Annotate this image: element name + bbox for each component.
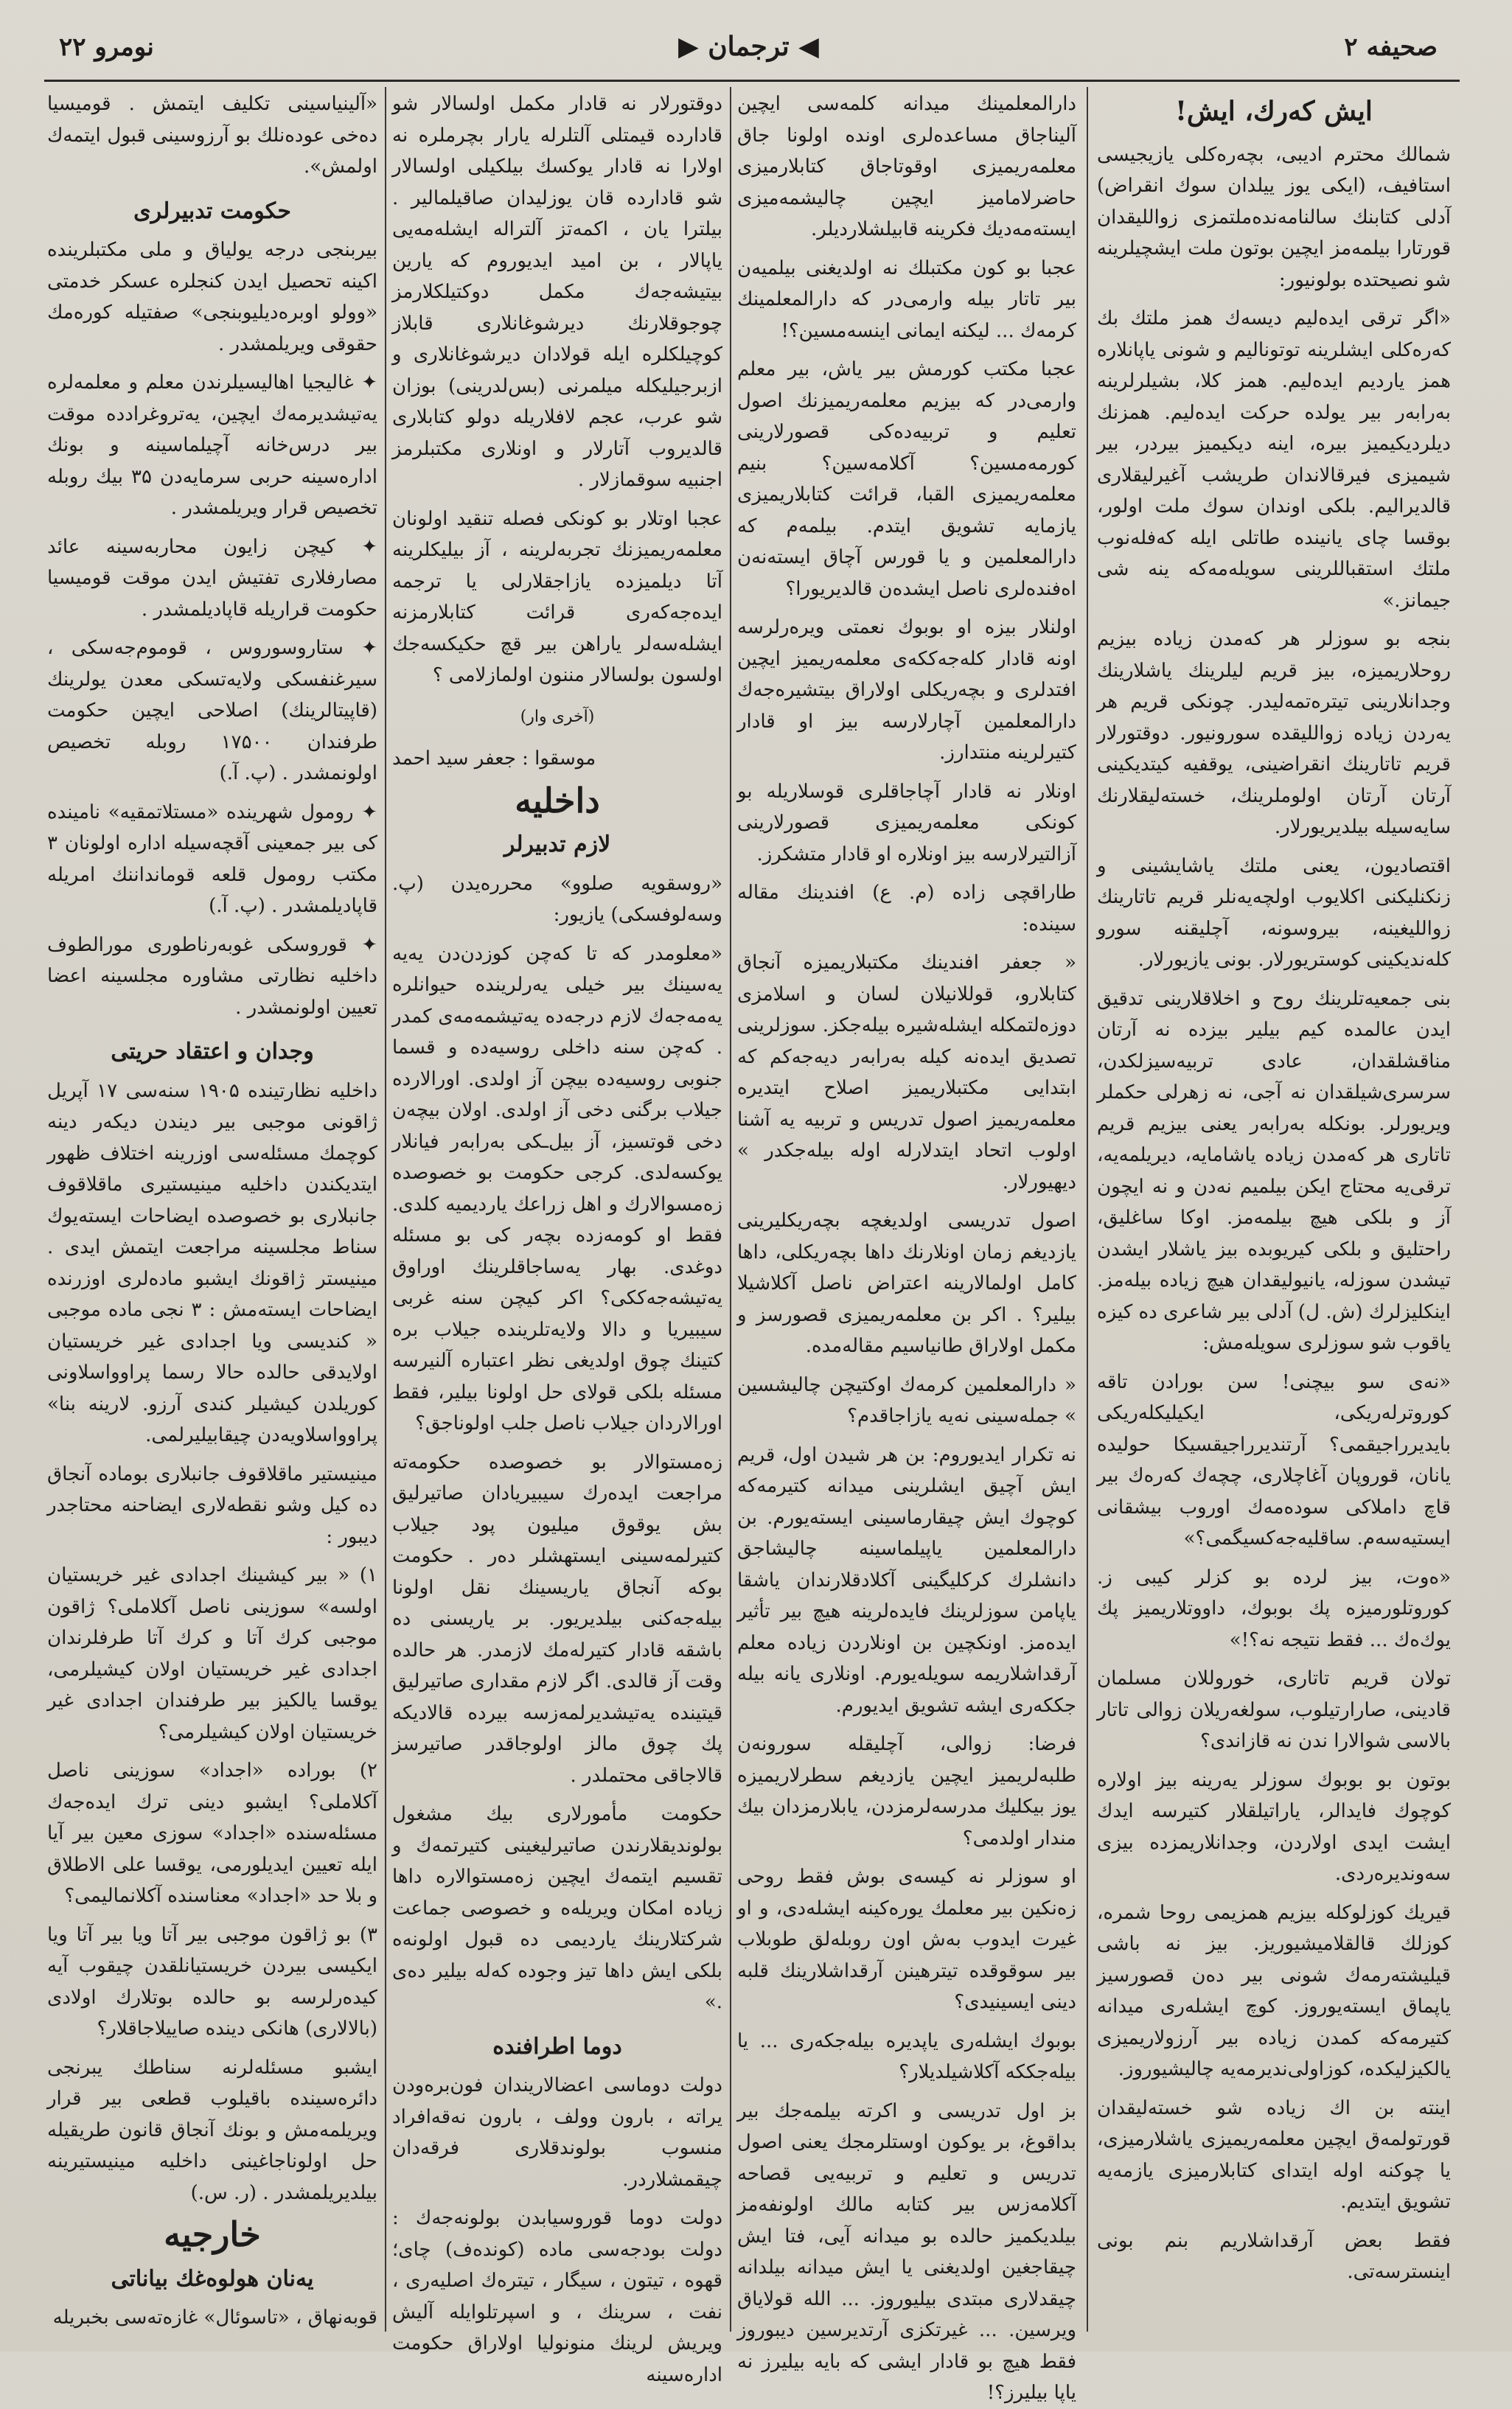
newspaper-title <box>678 31 819 62</box>
paragraph: فرضا: زوالی، آچلیقله سورونه‌ن طلبه‌لریمیز ایچین یازدیغم سطرلاریمیزه یوز بیكلیك مدرسه‌لرمزدن، یابلارمزدان بیك مندار اولدمی؟ <box>737 1733 1076 1850</box>
paragraph: او سوزلر نه كیسه‌ی بوش فقط روحی زه‌نكین بیر معلمك یوره‌كینه ایشله‌دی، و او غیرت ایدوب به‌ش اون روبله‌لق طوبلاب بیر سوقوقده تیترهینن آرقداشلارینك قلبه دینی ایسینیدی؟ <box>737 1866 1076 2013</box>
paragraph: «نه‌ی سو بیچنی! سن بورادن تاقه كوروترله‌ریكی، ایكیلیكله‌ریكی بایدیرراجیقمی؟ آرتندیرراجیقسیكا حولیده یانان، قوروپان آغاچلاری، چچه‌ك كه‌ره‌ك بیر قاچ داملاكی سوده‌مه‌ك اوروب بیشقانی ایستیه‌سه‌م. ساقلیه‌جه‌كسیگمی؟» <box>1097 1370 1451 1549</box>
paragraph: عجبا مكتب كورمش بیر یاش، بیر معلم وارمی‌در كه بیزیم معلمه‌ریمیزنك اصول تعلیم و تربیه‌ده‌كی قصورلارینی كورمه‌مسین؟ آكلامه‌سین؟ بنیم معلمه‌ریمیزی القبا، قرائت كتابلاریمیزی یازمایه تشویق ایتدم. بیلمه‌م كه دارالمعلمین و یا قورس آچاق ایسته‌نه‌ن اه‌فنده‌لری ناصل ایشده‌ن قالدیریورا؟ <box>737 358 1076 600</box>
paragraph: شمالك محترم ادیبی، بچه‌ره‌كلی یازیجیسی استافیف، (ایكی یوز ییلدان سوك انقراض) آدلی كتابنك سالنامه‌نده‌ملتمزی زواللیقدان قورتارا بیلمه‌مز ایچین بوتون ملت ایشچیلرینه شو نصیحتده بولونیور: <box>1097 143 1451 291</box>
paragraph: تولان قریم تاتاری، خوروللان مسلمان قادینی، صارارتیلوب، سولغه‌ریلان زوالی تاتار بالاسی شوالارا ندن نه قازاندی؟ <box>1097 1667 1451 1752</box>
paragraph: اونلار نه قادار آچاجاقلری قوسلاریله بو كونكی معلمه‌ریمیزی قصورلارینی آزالتیرلارسه بیز اونلاره او قادار متشكرز. <box>737 780 1076 865</box>
section-title-foreign: خارجیه <box>164 2214 261 2254</box>
subhead-necessary-measures: لازم تدبیرلر <box>504 832 611 857</box>
paragraph: قوبه‌نهاق ، «تاسوئال» غازه‌ته‌سی بخبریله <box>52 2307 377 2329</box>
subhead-freedom-of-conscience: وجدان و اعتقاد حریتی <box>111 1039 314 1064</box>
paragraph: طاراقچی زاده (م. ع) افندینك مقاله سینده: <box>737 882 1076 935</box>
paragraph: دارالمعلمینك میدانه كلمه‌سی ایچین آلیناجاق مساعده‌لری اونده اولونا جاق معلمه‌ریمیزی اوقوتاجاق كتابلارمیزی حاضرلامامیز ایچین چالیشمه‌میزی ایسته‌مه‌دیك فكرینه قابیلشلاردیلر. <box>737 93 1076 240</box>
author-signature: موسقوا : جعفر سید احمد <box>392 747 596 770</box>
paragraph: بوبوك ایشله‌ری یاپدیره بیله‌جكه‌ری ... یا بیله‌جككه آكلاشیلدیلار؟ <box>737 2029 1076 2083</box>
paragraph: دولت دوماسی اعضالاریندان فون‌بره‌ودن یراته ، بارون وولف ، بارون نه‌قه‌افراد منسوب بولوندقلاری فرقه‌دان چیقمشلاردر. <box>392 2074 722 2191</box>
newspaper-title-text: ترجمان <box>708 31 790 62</box>
column-divider <box>730 87 731 2332</box>
continued-note: (آخری وار) <box>520 707 595 726</box>
header-rule <box>44 80 1460 82</box>
paragraph: «آلینیاسینی تكلیف ایتمش . قومیسیا ده‌خی عو‌ده‌نلك بو آرزوسینی قبول ایتمه‌ك اولمش». <box>47 93 377 178</box>
article-headline: ایش كه‌رك، ایش! <box>1175 96 1373 127</box>
paragraph: « جعفر افندینك مكتبلاریمیزه آنجاق كتابلارو، قوللانیلان لسان و اسلامزی دوزه‌لتمكله ایشله‌شیره بیله‌جكز. سوزلرینی تصدیق ایده‌نه كیله به‌رابه‌ر دیه‌جه‌كم كه ابتدایی مكتبلاریمیز اصلاح ایتدیره معلمه‌ریمیز اصول تدریس و تربیه‌ یه آشنا اولوب اتحاد ایتدلارله اوله بیله‌جكدر » دیهیورلار. <box>737 952 1076 1193</box>
paragraph: «اگر ترقی ایده‌لیم دیسه‌ك همز ملتك بك كه‌ره‌كلی ایشلرینه توتونالیم و شونی یاپانلاره همز یاردیم ایده‌لیم. همز كلا، بشیلرلرینه به‌رابه‌ر بیر یولده حرکت ایده‌لیم. همزنك دیلردیكیمیز بیره، اینه دیكیمیز بیردر، بیر شیمیزی فیرقالاندان طریشب آغیرلیقلاری قالدیرالیم. بلكی اوندان سوك ملت اولور، بوقسا چای یانینده طاتلی ایله كه‌فله‌نوب ملتك استقباللرینی سویله‌مه‌كه ینه شی جیمانز.» <box>1097 307 1451 612</box>
paragraph: مینیستیر ماقلاقوف جانبلاری بوماده آنجاق ده كیل وشو نقطه‌لاری ایضاحنه محتاجدر دیبور : <box>47 1463 377 1548</box>
column-divider <box>1087 87 1088 2332</box>
paragraph: قیریك كوزلوكله بیزیم همزیمی روحا شمره، كوزلك قالقلامیشیوریز. بیز نه باشی قیلیشته‌رمه‌ك شونی بیر ده‌ن قصورسیز یاپماق ایسته‌یوروز. كوچ ایشله‌ری میدانه كتیرمه‌كه كمدن زیاده بیر آرزولاریمیزی یالكیزلیكده، كوز‌اولی‌ندیرمه‌یه چالیشیوروز. <box>1097 1901 1451 2080</box>
paragraph: اصول تدریسی اولدیغچه بچه‌ریكلیرینی یازدیغم زمان اونلارنك داها بچه‌ریكلی، داها كامل اولمالارینه اعتراض ناصل آكلاشیلا بیلیر؟ . اكر بن معلمه‌ریمیزی قصورسز و مكمل اولاراق طانیاسیم مقاله‌مده. <box>737 1210 1076 1357</box>
paragraph: اولنلار بیزه او بوبوك نعمتی ویره‌رلرسه اونه قادار كله‌جه‌ككه‌ی معلمه‌ریمیز ایچین افتدلری و بچه‌ریكلی اولاراق بیتشیره‌جه‌ك دارالمعلمین آچارلارسه بیز او قادار كتیرلرینه منتدارز. <box>737 616 1076 764</box>
paragraph: داخلیه نظارتینده ۱۹۰۵ سنه‌سی ۱۷ آپریل ژاقونی موجبی بیر دیندن دیكه‌ر دینه كوچمك مسئله‌سی اوزرینه اختلاف ظهور ایتدیكندن داخلیه مینیستیری ماقلاقوف جانبلاری بو خصوصده ایضاحات ایسته‌یوك سناط مجلسینه مراجعت ایتمش ایدی . مینیستر ژاقونك ایشبو ماده‌لری اوزرنده ایضاحات ایسته‌مش : ۳ نجی ماده موجبی « كندیسی ویا اجدادی غیر خریستیان اولایدقی حالده حالا رسما پراوواسلاونی كوریلدن كیشیلر كندی آرزو. لارینه بنا» پراوواسلاویه‌دن چیقابیلیرلمی. <box>47 1079 378 1446</box>
paragraph: فقط بعض آرقداشلاریم بنم بونی اینسترسه‌تی. <box>1097 2229 1451 2283</box>
paragraph: اینته بن اك زیاده شو خسته‌لیقدان قورتولمه‌ق ایچین معلمه‌ریمیزی یاشلارمیزی، یا چوكنه اوله ایتدای كتابلارمیزی یازمه‌یه تشویق ایتدیم. <box>1097 2096 1451 2213</box>
paragraph: ۱) « بیر كیشینك اجدادی غیر خریستیان اولسه» سوزینی ناصل آكلاملی؟ ژاقون موجبی كرك آتا و كرك آتا طرفلرندان اجدادی غیر خریستیان اولان كیشیلرمی، یوقسا یالكیز بیر طرفندان اجدادی غیر خریستیان اولان كیشیلرمی؟ <box>47 1564 377 1743</box>
page-number: صحیفه ۲ <box>1344 32 1438 62</box>
column-4 <box>47 88 377 2329</box>
paragraph: بیربنجی درجه یولیاق و ملی مكتبلرینده اكینه تحصیل ایدن كنجلره عسكر خدمتی «وولو اوبره‌دیلیوبنجی» صفتیله كوره‌مك حقوقی ویریلمشدر . <box>47 239 377 355</box>
paragraph: ۲) بورا‌ده «اجداد» سوزینی ناصل آكلاملی؟ ایشبو دینی ترك ایده‌جه‌ك مسئله‌سنده «اجداد» سوزی معین بیر آیا ایله تعیین ایدیلورمی، یوقسا على الاطلاق و بلا حد «اجداد» معناسنده آكلانمالیمی؟ <box>47 1760 377 1907</box>
subhead-duma: دوما اطرافنده <box>492 2033 622 2060</box>
paragraph: حكومت مأمورلاری بیك مشغول بولوندیقلارندن صاتیرلیغینی كتیرتمه‌ك و تقسیم ایتمه‌ك ایچین زه‌مستوالاره داها زیاده امكان ویریله‌ه و خصوصی جماعت شركتلارینك یاردیمی ده قبول اولونه‌ه بلكی ایش داها تیز وجوده كه‌له بیلیر ده‌ی .» <box>392 1803 722 2013</box>
paragraph: ✦ قوروسكی غوبه‌رناطوری مورالطوف داخلیه نظارتی مشاوره مجلسینه اعضا تعیین اولونمشدر . <box>47 933 377 1019</box>
paragraph: بوتون بو بوبوك سوزلر یه‌رینه بیز اولاره كوچوك فایدالر، یاراتیلقلار كتیرسه ایدك ایشت ایدی اولاردن، وجدانلاریمزده بیزی سه‌وندیره‌ردی. <box>1097 1768 1451 1885</box>
paragraph: ✦ ستاروسوروس ، قوموم‌جه‌سكی ، سیرغنفسكی ولایه‌تسكی معدن یولرینك (قاپیتالرینك) اصلاحی ایچین حكومت طرفندان ۱۷۵۰۰ روبله تخصیص اولونمشدر . (پ. آ.) <box>47 637 377 784</box>
paragraph: «روسقویه صلوو» محرره‌یدن (پ. وسه‌لوفسكی) یازیور: <box>392 872 722 926</box>
column-divider <box>385 87 386 2332</box>
paragraph: عجبا بو كون مكتبلك نه اولدیغنی بیلمیه‌ن بیر تاتار بیله وارمی‌در كه دارالمعلمینك كرمه‌ك ... لیكنه ایمانی اینسه‌مسین؟! <box>737 257 1076 342</box>
paragraph: ✦ كیچن زایون محاربه‌سینه عائد مصارفلاری تفتیش ایدن موقت قومیسیا حكومت قراریله قاپادیلمشدر . <box>47 535 377 621</box>
paragraph: بز اول تدریسی و اكرته بیلمه‌جك بیر بداقوغ، بر یوكون اوستلرمجك یعنی اصول تدریس و تعلیم و تربیه‌یی قصاحه آكلامه‌زس بیر كتابه مالك اولونفه‌مز بیلدیكمیز حالده بو میدانه آیی، فتا ایش چیقاجغین اولدیغنی یا ایش میدانه بیلدانه چیقدلاری مبتدی بیلیوروز. ... الله قولایاق ویرسین. ... غیرتكزی آرتدیرسین دیبوروز فقط هیچ بو قادار ایشی كه بایه بیلیرز نه یاپا بیلیرز؟! <box>737 2099 1076 2404</box>
paragraph: «معلومدر كه تا كه‌چن كوزدن‌دن یه‌یه یه‌سینك بیر خیلی یه‌رلرینده حیوانلره یه‌مه‌جه‌ك لازم درجه‌ده یه‌تیشمه‌مه‌ی كمدر . كه‌چن سنه داخلی روسیه‌ده و قسما جنوبی روسیه‌ده بیچن آز اولدی. اورالارده جیلاب برگنی دخی آز اولدی. اولان بیچه‌ن دخی قوتسیز، آز بیل‌ـكی به‌رابه‌ر فیانلار یوكسه‌لدی. كرجی حكومت بو خصوصده زه‌مسوالارك و اهل زراعك یاردیمیه كلدی. فقط او كومه‌زده بچه‌ر كی بو مسئله دوغدی. بهار یه‌ساجاقلرینك اوراوق یه‌تیشه‌جه‌ككی؟ اكر كیچن سنه غربی سیبیریا و دالا ولایه‌تلرینده جیلاب بره كتینك چوق اولدیغی نظر اعتباره آلنیرسه مسئله بلكی قولای حل اولونا بیلیر، فقط اورالاردان جیلاب ناصل جلب اولوناجق؟ <box>392 942 722 1434</box>
ornament-icon: ◀ <box>798 31 819 62</box>
paragraph: بنی جمعیه‌تلرینك روح و اخلاقلارینی تدقیق ایدن عالمده كیم بیلیر بیزده نه آرتان مناقشلقدان، عادی تربیه‌سیزلكدن، سرسری‌شیلقدان نه آجی، نه زهرلی حكملر ویریورلر. بونكله به‌رابه‌ر یعنی بیزیم قریم تاتاری هر كه‌مدن زیاده یاشامایه، دیریلمه‌یه، ترقی‌یه محتاج ایكن بیلمیم نه‌دن و نه ایچون آز و بلكی هیچ بیلمه‌مز. اوكا ساغلیق، راحتلیق و بلكی كیریوبده بیز یاشلار ایشدن تیشدن سوزله، یانیولیقدان هیچ زیاده بیله‌مز. اینكلیزلرك (ش. ل) آدلی بیر شاعری ده كیزه یاقوب شو سوزلری سویله‌مش: <box>1097 987 1451 1354</box>
paragraph: نه تكرار ایدیوروم: بن هر شیدن اول، قریم ایش آچیق ایشلرینی میدانه كتیرمه‌كه كوچوك ایش چیقارماسینی ایسته‌یورم. بن دارالمعلمین یاپیلماسینه چالیشاجق دانشلرك كركلیگینی آكلادقلارندان یاشقا یاپامن سوزلرینك فایده‌لرینه هیچ بیر تأثیر ایده‌مز. اونكچین بن اونلاردن زیاده معلم آرقداشلاریمه سویله‌یورم. اونلاری یانه بیله جككه‌ری ایشه تشویق ایدیورم. <box>737 1443 1076 1717</box>
paragraph: دوقتورلار نه قادار مكمل اولسالار شو قادارده قیمتلی آلتلرله یارار بچرملره نه اولارا نه قادار یوكسك بیلكیلی اولسالار شو قادارده قان یوزلیدان صاقیلمالیر . بیلترا یان ، اكمه‌تز آلتراله ایشله‌مه‌یی یاپالار ، بن امید ایدیوروم كه یارین بیتیشه‌جه‌ك مكمل دوكتیلكلارمز چوجوقلارنك دیرشوغانلاری قابلاز كوچیلكلره ایله قولادان دیرشوغانلاری و ازبرجیلیكله میلمرنی (بس‌لدرینی) بوزان شو عرب، عجم لافلاریله دولو كتابلاری قالدیروب آتارلار و اونلاری مكتبلرمز اجنبیه سوقمازلار . <box>392 93 722 491</box>
subhead-statement: یه‌نان هولوه‌غك بیاناتی <box>111 2265 314 2292</box>
issue-number: نومرو ۲۲ <box>59 32 154 62</box>
paragraph: بنجه بو سوزلر هر كه‌مدن زیاده بیزیم روحلاریمیزه، بیز قریم لیلرینك یاشلارینك وجدانلارینی تیتره‌تمه‌لیدر. چونكی قریم هر یه‌ردن زیاده زواللیقده سورونیور. دوقتورلار قریم تاتارینك انقراضینی، یوقفیه كیتدیكینی آرتان آرتان اولوملرینك، خسته‌لیقلارنك سایه‌سیله بیلدیریورلار. <box>1097 628 1451 838</box>
paragraph: ✦ رومول شهرینده «مستلاتمقیه» نامینده كی بیر جمعینی آقچه‌سیله اداره اولونان ۳ مكتب رومول قلعه قومانداننك امریله قاپادیلمشدر . (پ. آ.) <box>47 801 377 917</box>
paragraph: ایشبو مسئله‌لرنه سناطك یبرنجی دائره‌سینده باقیلوب قطعی بیر قرار ویریلمه‌مش و بونك آنجاق قانون طریقیله حل اولوناجاغینی داخلیه مینیستیرینه بیلدیریلمشدر . (ر. س.) <box>47 2056 377 2204</box>
masthead <box>44 22 1460 74</box>
paragraph: زه‌مستوالار بو خصوصده حكومه‌ته مراجعت ایده‌رك سیبیریادان صاتیرلیق بش یوقوق میلیون پود جیلاب كتیرلمه‌سینی ایستهشلر ده‌ر . حكومت بوكه آنجاق یاریسینك نقل اولونا بیله‌جه‌كنی بیلدیریور. بر یاریسنی ده باشقه قادار كتیرله‌مك لازمدر. هر حالده وقت آز قالدی. اگر لازم مقداری صاتیرلیق قیتینده یه‌تیشدیرلمه‌زسه بیرده قالادیكه پك چوق مالز اولوجاقدر صاتیرسز قالاجاقی محتملدر . <box>392 1451 722 1787</box>
paragraph: ۳) بو ژاقون موجبی بیر آتا ویا بیر آتا ویا ایكیسی بیردن خریستیانلقدن چیقوب آیه كیده‌رلرسه بو حالده بوتلارك اولادی (بالالاری) هانكی دینده صاییلاجاقلار؟ <box>47 1923 377 2040</box>
section-title-domestic: داخلیه <box>515 780 600 820</box>
paragraph: اقتصادیون، یعنی ملتك یاشایشینی و زنكنلیكنی اكلایوب اولچه‌یه‌نلر قریم تاتارینك زواللیغینه، بیروسونه، آچلیقنه سورو كله‌ندیكینی كوستریورلار. بونی یازیورلار. <box>1097 854 1451 971</box>
paragraph: عجبا اوتلار بو كونكی فصله تنقید اولونان معلمه‌ریمیزنك تجربه‌لرینه ، آز بیلیكلرینه آتا دیلمیزده یازاجقلارلی یا ترجمه ایده‌جه‌كه‌ری قرائت كتابلارمزنه ایشله‌سه‌لر یاراهن بیر قچ حكیكسه‌جك اولسون بولسالار مننون اولمازلامی ؟ <box>392 507 722 686</box>
column-1 <box>1097 88 1451 2329</box>
paragraph: « دارالمعلمین كرمه‌ك اوكتیچن چالیشسین » جمله‌سینی نه‌یه یازاجاقدم؟ <box>737 1373 1076 1427</box>
paragraph: ✦ غالیجیا اهالیسیلرندن معلم و معلمه‌لره یه‌تیشدیرمه‌ك ایچین، یه‌تروغرادده موقت بیر درس‌خانه آچیلماسینه و بونك اداره‌سینه حربی سرمایه‌دن ۳۵ بیك روبله تخصیص قرار ویریلمشدر . <box>47 372 377 519</box>
column-3 <box>392 88 722 2386</box>
subhead-government-measures: حكومت تدبیرلری <box>133 198 291 224</box>
paragraph: «ه‌وت، بیز لرده بو كزلر كیبی ز. كوروتلورمیزه پك بوبوك، داووتلاریمیز پك یوك‌ه‌ك ... فقط نتیجه‌ نه؟!» <box>1097 1566 1451 1651</box>
column-2 <box>737 88 1076 2404</box>
paragraph: دولت دوما قوروسیابدن بولونه‌جه‌ك : دولت بودجه‌سی ماده‌ (كونده‌ف) چای؛ قهوه ، تیتون ، سیگار ، تیتره‌ك اصلیه‌ری ، نفت ، سرینك ، و اسپرتلوایله آلیش ویریش لرینك منونولیا اولاراق حكومت اداره‌سینه <box>392 2207 722 2386</box>
ornament-icon: ▶ <box>678 31 699 62</box>
